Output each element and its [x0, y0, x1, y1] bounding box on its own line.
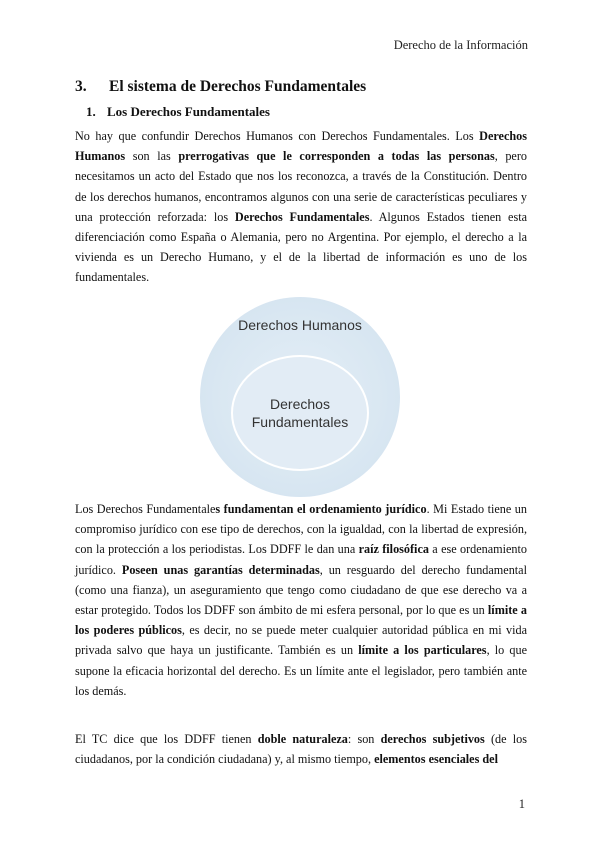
text-run: No hay que confundir Derechos Humanos con Derechos Fundamentales. Los	[75, 129, 480, 143]
text-run: (de los ciudadanos, por la condición ciudadana) y, al mismo tiempo,	[75, 732, 527, 767]
subsection-title: Los Derechos Fundamentales	[107, 104, 270, 119]
text-run: , un resguardo del derecho fundamental (como una fianza), un aseguramiento que tengo como ciudadano de que ese derecho va a estar protegido. Todos los DDFF son ámbito de mi esfera personal, por lo que es un	[75, 562, 527, 618]
text-run: son las	[125, 149, 179, 164]
text-run: . Mi Estado tiene un compromiso jurídico con ese tipo de derechos, con la igualdad, con la libertad de expresión, con la protección a los periodistas. Los DDFF le dan una	[75, 502, 527, 557]
inner-circle-label: Derechos Fundamentales	[251, 396, 349, 430]
page-number: 1	[518, 797, 525, 811]
subsection-heading	[86, 104, 526, 120]
bold-run: límite a los poderes públicos	[75, 603, 527, 638]
text-run: a ese ordenamiento jurídico.	[75, 542, 527, 577]
bold-run: doble naturaleza	[257, 732, 348, 746]
bold-run: derechos subjetivos	[380, 732, 485, 746]
bold-run: Derechos Humanos	[75, 129, 527, 164]
subsection-number: 1.	[86, 104, 96, 119]
text-run: El TC dice que los DDFF tienen	[75, 732, 258, 746]
text-run: , es decir, no se puede meter cualquier autoridad pública en mi vida privada salvo que haya un justificante. También es un	[75, 623, 527, 658]
text-run: : son	[347, 732, 381, 746]
section-title: El sistema de Derechos Fundamentales	[109, 78, 367, 95]
bold-run: prerrogativas que le corresponden a todas las personas	[178, 149, 495, 164]
paragraph-double-nature	[75, 729, 527, 769]
bold-run: límite a los particulares	[358, 643, 487, 658]
text-run: , pero necesitamos un acto del Estado que nos los reconozca, a través de la Constitución. Dentro de los derechos humanos, encontramos algunos con una serie de características peculiares y una protección reforzada: los	[75, 149, 527, 224]
paragraph-fundamentals	[75, 499, 527, 701]
bold-run: Derechos Fundamentales	[234, 209, 370, 224]
inner-circle	[231, 355, 369, 471]
section-number: 3.	[75, 78, 87, 95]
text-run: Los Derechos Fundamentale	[75, 502, 216, 516]
text-run: . Algunos Estados tienen esta diferenciación como España o Alemania, pero no Argentina. Por ejemplo, el derecho a la vivienda es un Derecho Humano, y el de la libertad de información es uno de los fundamentales.	[75, 209, 527, 285]
section-heading	[75, 78, 535, 96]
bold-run: elementos esenciales del	[374, 752, 498, 767]
text-run: , lo que supone la eficacia horizontal del derecho. Es un límite ante el legislador, pero también ante los demás.	[75, 643, 527, 698]
rights-venn-diagram	[200, 297, 400, 497]
bold-run: s fundamentan el ordenamiento jurídico	[215, 502, 427, 516]
outer-circle-label: Derechos Humanos	[238, 317, 362, 333]
paragraph-intro	[75, 126, 527, 288]
running-header: Derecho de la Información	[393, 38, 528, 52]
bold-run: Poseen unas garantías determinadas	[121, 562, 320, 577]
bold-run: raíz filosófica	[358, 542, 429, 557]
